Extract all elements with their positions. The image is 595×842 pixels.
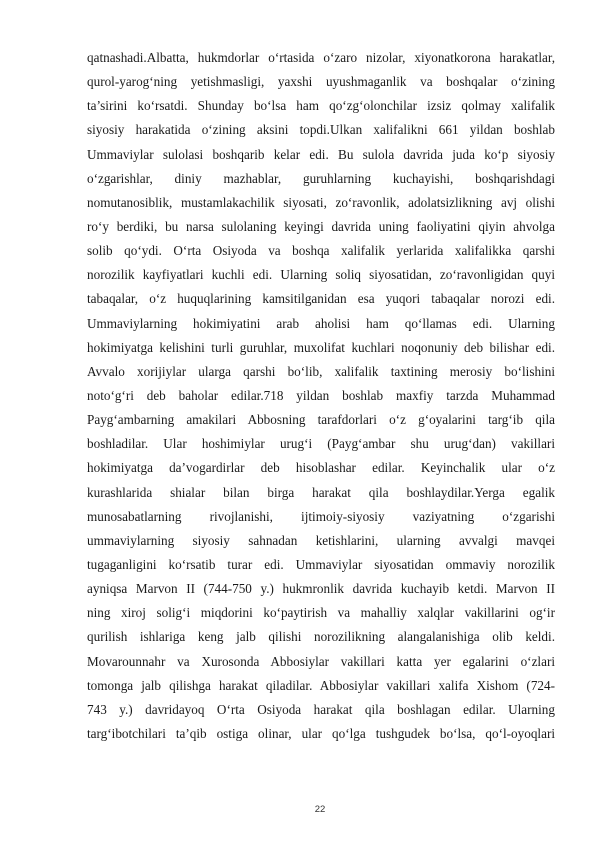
text-line-17: boshladilar. Ular hoshimiylar urug‘i (Payg‘ambar shu urug‘dan) vakillari xyxy=(87,436,555,452)
text-line-23: ayniqsa Marvon II (744-750 y.) hukmronlik davrida kuchayib ketdi. Marvon II xyxy=(87,581,555,597)
text-line-21: ummaviylarning siyosiy sahnadan ketishlarini, ularning avvalgi mavqei xyxy=(87,532,555,548)
text-line-28: 743 y.) davridayoq O‘rta Osiyoda harakat qila boshlagan edilar. Ularning xyxy=(87,701,555,717)
text-line-29: targ‘ibotchilari ta’qib ostiga olinar, ular qo‘lga tushgudek bo‘lsa, qo‘l-oyoqlari xyxy=(87,725,555,741)
text-line-22: tugaganligini ko‘rsatib turar edi. Ummaviylar siyosatidan ommaviy norozilik xyxy=(87,556,555,572)
page-number: 22 xyxy=(314,804,326,815)
text-line-24: ning xiroj solig‘i miqdorini ko‘paytirish va mahalliy xalqlar vakillarini og‘ir xyxy=(87,605,555,621)
text-line-8: ro‘y berdiki, bu narsa sulolaning keyingi davrida uning faoliyatini qiyin ahvolga xyxy=(87,218,555,234)
text-line-20: munosabatlarning rivojlanishi, ijtimoiy-siyosiy vaziyatning o‘zgarishi xyxy=(87,508,555,524)
text-line-6: o‘zgarishlar, diniy mazhablar, guruhlarning kuchayishi, boshqarishdagi xyxy=(87,170,555,186)
text-line-19: kurashlarida shialar bilan birga harakat qila boshlaydilar.Yerga egalik xyxy=(87,484,555,500)
text-line-1: qatnashadi.Albatta, hukmdorlar o‘rtasida o‘zaro nizolar, xiyonatkorona harakatlar, xyxy=(87,50,555,65)
text-line-15: noto‘g‘ri deb baholar edilar.718 yildan boshlab maxfiy tarzda Muhammad xyxy=(87,387,555,403)
text-line-7: nomutanosiblik, mustamlakachilik siyosati, zo‘ravonlik, adolatsizlikning avj olishi xyxy=(87,194,555,210)
text-line-2: qurol-yarog‘ning yetishmasligi, yaxshi uyushmaganlik va boshqalar o‘zining xyxy=(87,74,555,90)
text-line-25: qurilish ishlariga keng jalb qilishi norozilikning alangalanishiga olib keldi. xyxy=(87,629,555,645)
text-line-13: hokimiyatga kelishini turli guruhlar, muxolifat kuchlari noqonuniy deb bilishar edi. xyxy=(87,339,555,355)
text-line-11: tabaqalar, o‘z huquqlarining kamsitilganidan esa yuqori tabaqalar norozi edi. xyxy=(87,291,555,307)
text-line-5: Ummaviylar sulolasi boshqarib kelar edi. Bu sulola davrida juda ko‘p siyosiy xyxy=(87,146,555,162)
text-line-3: ta’sirini ko‘rsatdi. Shunday bo‘lsa ham qo‘zg‘olonchilar izsiz qolmay xalifalik xyxy=(87,98,555,114)
text-line-12: Ummaviylarning hokimiyatini arab aholisi ham qo‘llamas edi. Ularning xyxy=(87,315,555,331)
text-line-16: Payg‘ambarning amakilari Abbosning tarafdorlari o‘z g‘oyalarini targ‘ib qila xyxy=(87,412,555,428)
text-line-14: Avvalo xorijiylar ularga qarshi bo‘lib, xalifalik taxtining merosiy bo‘lishini xyxy=(87,363,555,379)
text-line-4: siyosiy harakatida o‘zining aksini topdi.Ulkan xalifalikni 661 yildan boshlab xyxy=(87,122,555,138)
text-line-9: solib qo‘ydi. O‘rta Osiyoda va boshqa xalifalik yerlarida xalifalikka qarshi xyxy=(87,243,555,259)
text-line-27: tomonga jalb qilishga harakat qiladilar. Abbosiylar vakillari xalifa Xishom (724- xyxy=(87,677,555,693)
text-line-10: norozilik kayfiyatlari kuchli edi. Ularning soliq siyosatidan, zo‘ravonligidan quyi xyxy=(87,267,555,283)
text-line-26: Movarounnahr va Xurosonda Abbosiylar vakillari katta yer egalarini o‘zlari xyxy=(87,653,555,669)
text-line-18: hokimiyatga da’vogardirlar deb hisoblashar edilar. Keyinchalik ular o‘z xyxy=(87,460,555,476)
body-text xyxy=(87,46,555,746)
